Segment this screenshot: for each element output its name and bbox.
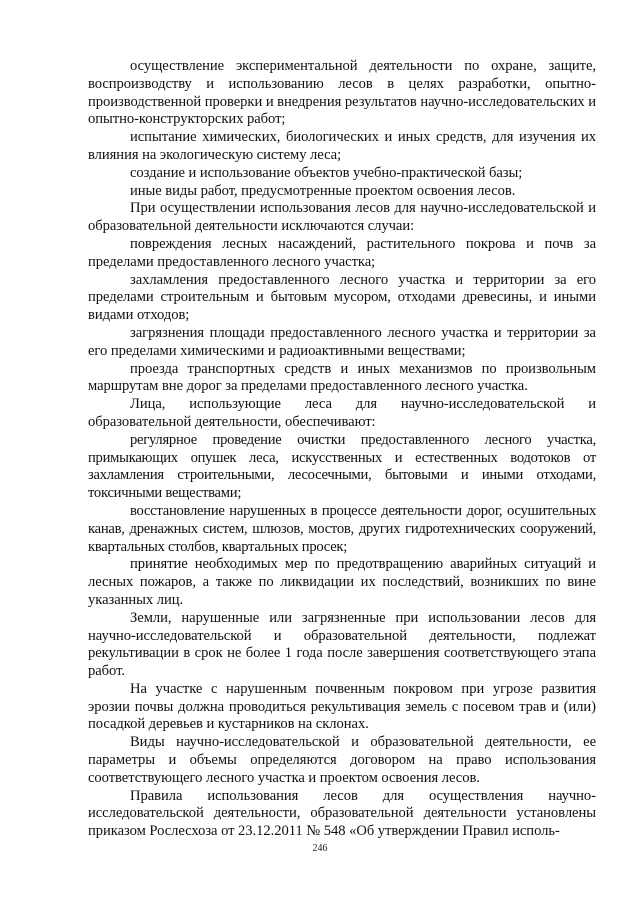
paragraph-17: Правила использования лесов для осуществления научно-исследовательской деятельности, образовательной деятельности установлены приказом Рослесхоза от 23.12.2011 № 548 «Об утверждении Правил исполь-: [88, 787, 596, 840]
paragraph-2: испытание химических, биологических и иных средств, для изучения их влияния на экологическую систему леса;: [88, 129, 596, 163]
paragraph-7: захламления предоставленного лесного участка и территории за его пределами строительным и бытовым мусором, отходами древесины, и иными видами отходов;: [88, 271, 596, 324]
paragraph-3: создание и использование объектов учебно-практической базы;: [130, 164, 523, 181]
paragraph-9: проезда транспортных средств и иных механизмов по произвольным маршрутам вне дорог за пределами предоставленного лесного участка.: [88, 360, 596, 395]
paragraph-10: Лица, использующие леса для научно-исследовательской и образовательной деятельности, обеспечивают:: [88, 396, 596, 430]
paragraph-15: На участке с нарушенным почвенным покровом при угрозе развития эрозии почвы должна проводиться рекультивация земель с посевом трав и (или) посадкой деревьев и кустарников на склонах.: [88, 680, 596, 733]
paragraph-12: восстановление нарушенных в процессе деятельности дорог, осушительных канав, дренажных систем, шлюзов, мостов, других гидротехнических сооружений, квартальных столбов, квартальных просек;: [88, 502, 596, 555]
document-page: [88, 58, 596, 841]
paragraph-5: При осуществлении использования лесов для научно-исследовательской и образовательной деятельности исключаются случаи:: [88, 200, 596, 235]
paragraph-16: Виды научно-исследовательской и образовательной деятельности, ее параметры и объемы определяются договором на право использования соответствующего лесного участка и проектом освоения лесов.: [88, 734, 596, 786]
paragraph-8: загрязнения площади предоставленного лесного участка и территории за его пределами химическими и радиоактивными веществами;: [88, 324, 596, 359]
paragraph-13: принятие необходимых мер по предотвращению аварийных ситуаций и лесных пожаров, а также по ликвидации их последствий, возникших по вине указанных лиц.: [88, 556, 596, 608]
paragraph-1: осуществление экспериментальной деятельности по охране, защите, воспроизводству и использованию лесов в целях разработки, опытно-производственной проверки и внедрения результатов научно-исследовательских и опытно-конструкторских работ;: [88, 58, 596, 128]
paragraph-11: регулярное проведение очистки предоставленного лесного участка, примыкающих опушек леса, искусственных и естественных водотоков от захламления строительными, лесосечными, бытовыми и иными отходами, токсичными веществами;: [88, 431, 596, 502]
page-number: 246: [312, 843, 328, 854]
paragraph-14: Земли, нарушенные или загрязненные при использовании лесов для научно-исследовательской и образовательной деятельности, подлежат рекультивации в срок не более 1 года после завершения соответствующего этапа работ.: [88, 609, 596, 680]
paragraph-4: иные виды работ, предусмотренные проектом освоения лесов.: [130, 182, 516, 199]
paragraph-6: повреждения лесных насаждений, растительного покрова и почв за пределами предоставленного лесного участка;: [88, 235, 596, 270]
